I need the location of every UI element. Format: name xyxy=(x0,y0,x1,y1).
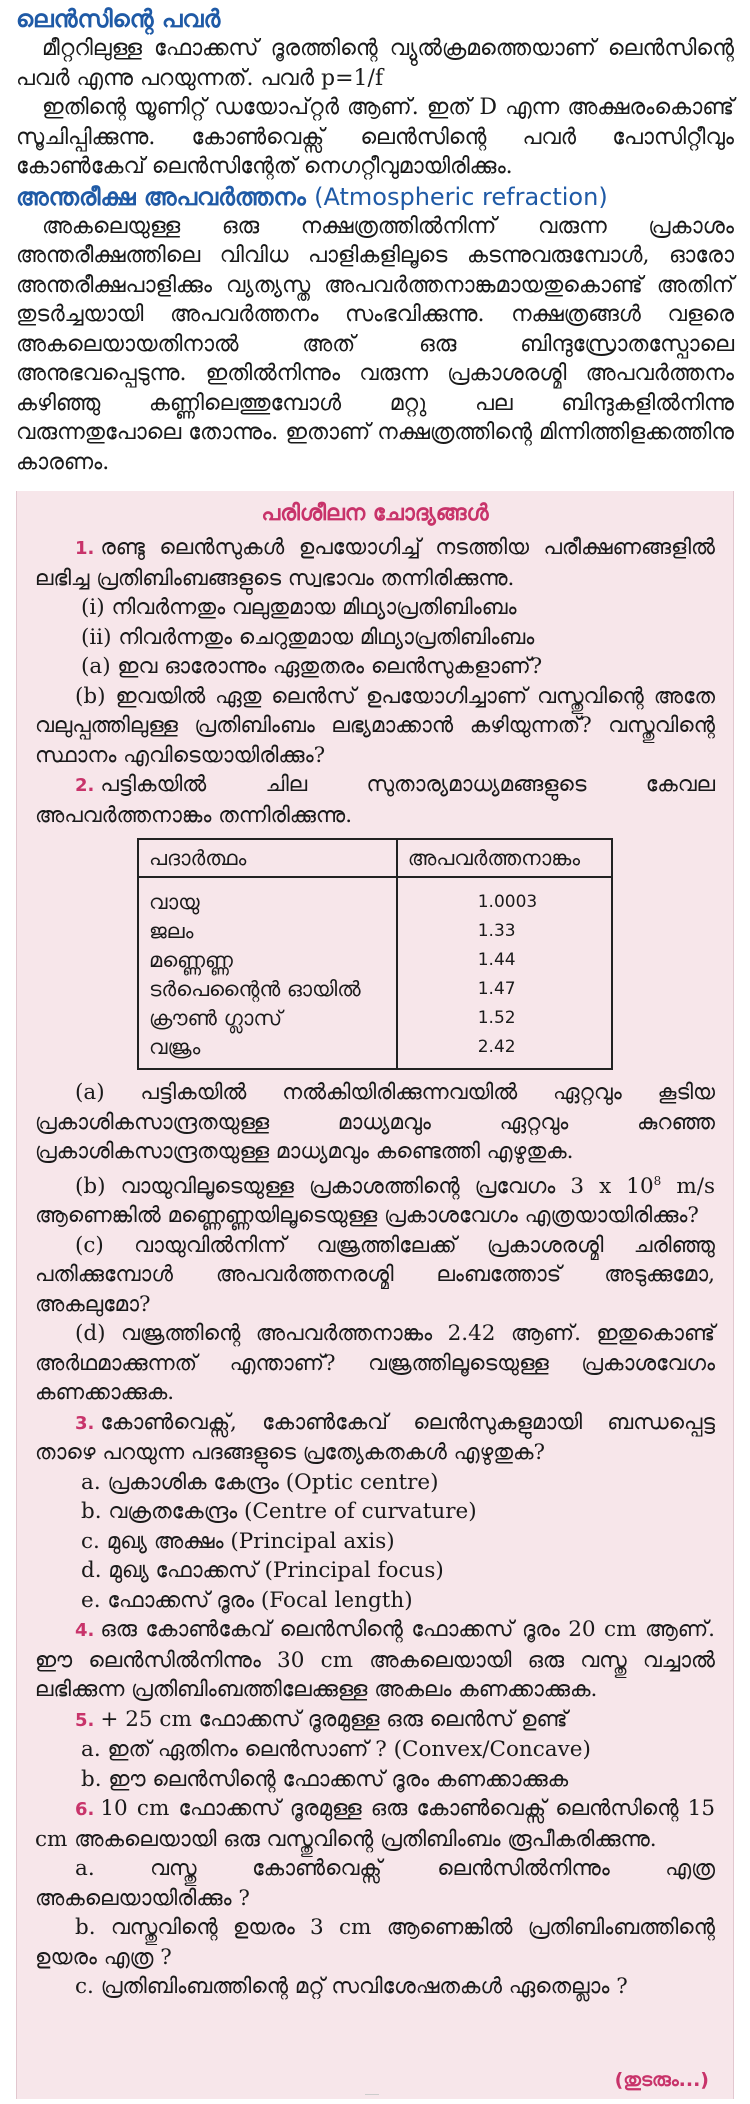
table-row xyxy=(138,1033,612,1069)
continued-label: (തുടരും...) xyxy=(614,2069,709,2091)
q2-part-b-text-rest: m/s ആണെങ്കിൽ മണ്ണെണ്ണയിലൂടെയുള്ള പ്രകാശവേഗം എത്രയായിരിക്കും? xyxy=(35,1173,716,1229)
q2-part-d: (d) വജ്രത്തിന്റെ അപവർത്തനാങ്കം 2.42 ആണ്. ഇതുകൊണ്ട് അർഥമാക്കുന്നത് എന്താണ്? വജ്രത്തിലൂടെയുള്ള പ്രകാശവേഗം കണക്കാക്കുക. xyxy=(35,1321,715,1406)
q3-item: e. ഫോക്കസ് ദൂരം (Focal length) xyxy=(81,1587,413,1613)
atmospheric-refraction-para: അകലെയുള്ള ഒരു നക്ഷത്രത്തിൽനിന്ന് വരുന്ന പ്രകാശം അന്തരീക്ഷത്തിലെ വിവിധ പാളികളിലൂടെ കടന്നുവരുമ്പോൾ, ഓരോ അന്തരീക്ഷപാളിക്കും വ്യത്യസ്ത അപവർത്തനാങ്കമായതുകൊണ്ട് അതിന് തുടർച്ചയായി അപവർത്തനം സംഭവിക്കുന്നു. നക്ഷത്രങ്ങൾ വളരെ അകലെയായതിനാൽ അത് ഒരു ബിന്ദുസ്രോതസ്പോലെ അനുഭവപ്പെടുന്നു. ഇതിൽനിന്നും വരുന്ന പ്രകാശരശ്മി അപവർത്തനം കഴിഞ്ഞു കണ്ണിലെത്തുമ്പോൾ മറ്റു പല ബിന്ദുകളിൽനിന്നു വരുന്നതുപോലെ തോന്നും. ഇതാണ് നക്ഷത്രത്തിന്റെ മിന്നിത്തിളക്കത്തിനു കാരണം. xyxy=(16,213,734,475)
q3-item: c. മുഖ്യ അക്ഷം (Principal axis) xyxy=(81,1528,395,1554)
q2-part-b xyxy=(35,1167,715,1231)
table-cell: വജ്രം xyxy=(149,1035,201,1059)
question-number: 1. xyxy=(75,538,95,559)
column-header: പദാർത്ഥം xyxy=(138,839,397,877)
table-cell: 1.33 xyxy=(397,917,612,946)
q1-item: (ii) നിവർന്നതും ചെറുതുമായ മിഥ്യാപ്രതിബിംബം xyxy=(81,624,535,650)
q6-item: c. പ്രതിബിംബത്തിന്റെ മറ്റ് സവിശേഷതകൾ ഏതെല്ലാം ? xyxy=(75,1974,628,2000)
question-text: കോൺവെക്സ്, കോൺകേവ് ലെൻസുകളുമായി ബന്ധപ്പെട്ട താഴെ പറയുന്ന പദങ്ങളുടെ പ്രത്യേകതകൾ എഴുതുക? xyxy=(35,1409,715,1466)
exercise-box xyxy=(16,491,734,2099)
q5-item: b. ഈ ലെൻസിന്റെ ഫോക്കസ് ദൂരം കണക്കാക്കുക xyxy=(81,1766,569,1792)
q2-part-a: (a) പട്ടികയിൽ നൽകിയിരിക്കുന്നവയിൽ ഏറ്റവും കൂടിയ പ്രകാശികസാന്ദ്രതയുള്ള മാധ്യമവും ഏറ്റവും കുറഞ്ഞ പ്രകാശികസാന്ദ്രതയുള്ള മാധ്യമവും കണ്ടെത്തി എഴുതുക. xyxy=(35,1080,715,1164)
table-cell: 1.44 xyxy=(397,946,612,975)
table-cell: ടർപെന്റൈൻ ഓയിൽ xyxy=(149,977,361,1001)
table-row xyxy=(138,877,612,917)
q3-item: b. വക്രതകേന്ദ്രം (Centre of curvature) xyxy=(81,1499,477,1525)
lens-power-heading: ലെൻസിന്റെ പവർ xyxy=(16,5,221,33)
lens-power-para-2: ഇതിന്റെ യൂണിറ്റ് ഡയോപ്റ്റർ ആണ്. ഇത് D എന്ന അക്ഷരംകൊണ്ട് സൂചിപ്പിക്കുന്നു. കോൺവെക്സ് ലെൻസിന്റെ പവർ പോസിറ്റീവും കോൺകേവ് ലെൻസിന്റേത് നെഗറ്റീവുമായിരിക്കും. xyxy=(16,95,734,179)
question-6 xyxy=(35,1794,715,1854)
question-4 xyxy=(35,1615,715,1705)
question-1 xyxy=(35,533,715,593)
table-row xyxy=(138,1004,612,1033)
table-cell: 1.0003 xyxy=(397,877,612,917)
q3-item: d. മുഖ്യ ഫോക്കസ് (Principal focus) xyxy=(81,1558,444,1584)
table-cell: ക്രൗൺ ഗ്ലാസ് xyxy=(149,1006,283,1030)
question-text: ഒരു കോൺകേവ് ലെൻസിന്റെ ഫോക്കസ് ദൂരം 20 cm ആണ്. ഈ ലെൻസിൽനിന്നും 30 cm അകലെയായി ഒരു വസ്തു വച്ചാൽ ലഭിക്കുന്ന പ്രതിബിംബത്തിലേക്കുള്ള അകലം കണക്കാക്കുക. xyxy=(35,1617,715,1703)
table-cell: ജലം xyxy=(149,919,194,943)
question-text: പട്ടികയിൽ ചില സുതാര്യമാധ്യമങ്ങളുടെ കേവല അപവർത്തനാങ്കം തന്നിരിക്കുന്നു. xyxy=(35,772,715,828)
atmospheric-refraction-heading xyxy=(16,182,734,212)
column-header: അപവർത്തനാങ്കം xyxy=(397,839,612,877)
question-number: 2. xyxy=(75,775,95,796)
q6-item: a. വസ്തു കോൺവെക്സ് ലെൻസിൽനിന്നും എത്ര അകലെയായിരിക്കും ? xyxy=(35,1856,715,1911)
q1-item: (b) ഇവയിൽ ഏതു ലെൻസ് ഉപയോഗിച്ചാണ് വസ്തുവിന്റെ അതേ വലുപ്പത്തിലുള്ള പ്രതിബിംബം ലഭ്യമാക്കാൻ കഴിയുന്നത്? വസ്തുവിന്റെ സ്ഥാനം എവിടെയായിരിക്കും? xyxy=(35,683,715,768)
question-text: 10 cm ഫോക്കസ് ദൂരമുള്ള ഒരു കോൺവെക്സ് ലെൻസിന്റെ 15 cm അകലെയായി ഒരു വസ്തുവിന്റെ പ്രതിബിംബം രൂപീകരിക്കുന്നു. xyxy=(35,1796,715,1852)
table-cell: 1.52 xyxy=(397,1004,612,1033)
question-number: 6. xyxy=(75,1799,95,1821)
table-row xyxy=(138,975,612,1004)
question-3 xyxy=(35,1408,715,1468)
page-foot-mark xyxy=(365,2094,379,2101)
question-text: + 25 cm ഫോക്കസ് ദൂരമുള്ള ഒരു ലെൻസ് ഉണ്ട് xyxy=(100,1706,568,1732)
table-cell: വായു xyxy=(149,890,200,914)
table-cell: മണ്ണെണ്ണ xyxy=(149,948,233,972)
question-number: 3. xyxy=(75,1412,95,1434)
question-2 xyxy=(35,770,715,830)
q6-item: b. വസ്തുവിന്റെ ഉയരം 3 cm ആണെങ്കിൽ പ്രതിബിംബത്തിന്റെ ഉയരം എത്ര ? xyxy=(35,1915,715,1970)
q2-part-c: (c) വായുവിൽനിന്ന് വജ്രത്തിലേക്ക് പ്രകാശരശ്മി ചരിഞ്ഞു പതിക്കുമ്പോൾ അപവർത്തനരശ്മി ലംബത്തോട് അടുക്കുമോ, അകലുമോ? xyxy=(35,1232,715,1317)
table-cell: 1.47 xyxy=(397,975,612,1004)
question-number: 4. xyxy=(75,1620,95,1642)
q2-part-b-text: (b) വായുവിലൂടെയുള്ള പ്രകാശത്തിന്റെ പ്രവേഗം 3 x 10 xyxy=(75,1173,654,1199)
table-header-row xyxy=(138,839,612,877)
table-row xyxy=(138,917,612,946)
refractive-index-table xyxy=(137,838,613,1070)
q1-item: (a) ഇവ ഓരോന്നും ഏതുതരം ലെൻസുകളാണ്? xyxy=(81,654,543,679)
lens-power-para-1: മീറ്ററിലുള്ള ഫോക്കസ് ദൂരത്തിന്റെ വ്യുൽക്രമത്തെയാണ് ലെൻസിന്റെ പവർ എന്നു പറയുന്നത്. പവർ p=1/f xyxy=(16,36,734,91)
question-5 xyxy=(35,1705,715,1736)
table-row xyxy=(138,946,612,975)
heading-en: (Atmospheric refraction) xyxy=(314,182,608,211)
question-number: 5. xyxy=(75,1709,95,1731)
q2-part-b-exponent: 8 xyxy=(653,1173,662,1188)
q3-item: a. പ്രകാശിക കേന്ദ്രം (Optic centre) xyxy=(81,1469,439,1495)
table-cell: 2.42 xyxy=(397,1033,612,1069)
question-text: രണ്ടു ലെൻസുകൾ ഉപയോഗിച്ച് നടത്തിയ പരീക്ഷണങ്ങളിൽ ലഭിച്ച പ്രതിബിംബങ്ങളുടെ സ്വഭാവം തന്നിരിക്കുന്നു. xyxy=(35,535,715,591)
exercise-title: പരിശീലന ചോദ്യങ്ങൾ xyxy=(261,501,489,526)
heading-ml: അന്തരീക്ഷ അപവർത്തനം xyxy=(16,182,306,211)
q1-item: (i) നിവർന്നതും വലുതുമായ മിഥ്യാപ്രതിബിംബം xyxy=(81,595,517,620)
q5-item: a. ഇത് ഏതിനം ലെൻസാണ് ? (Convex/Concave) xyxy=(81,1737,591,1763)
